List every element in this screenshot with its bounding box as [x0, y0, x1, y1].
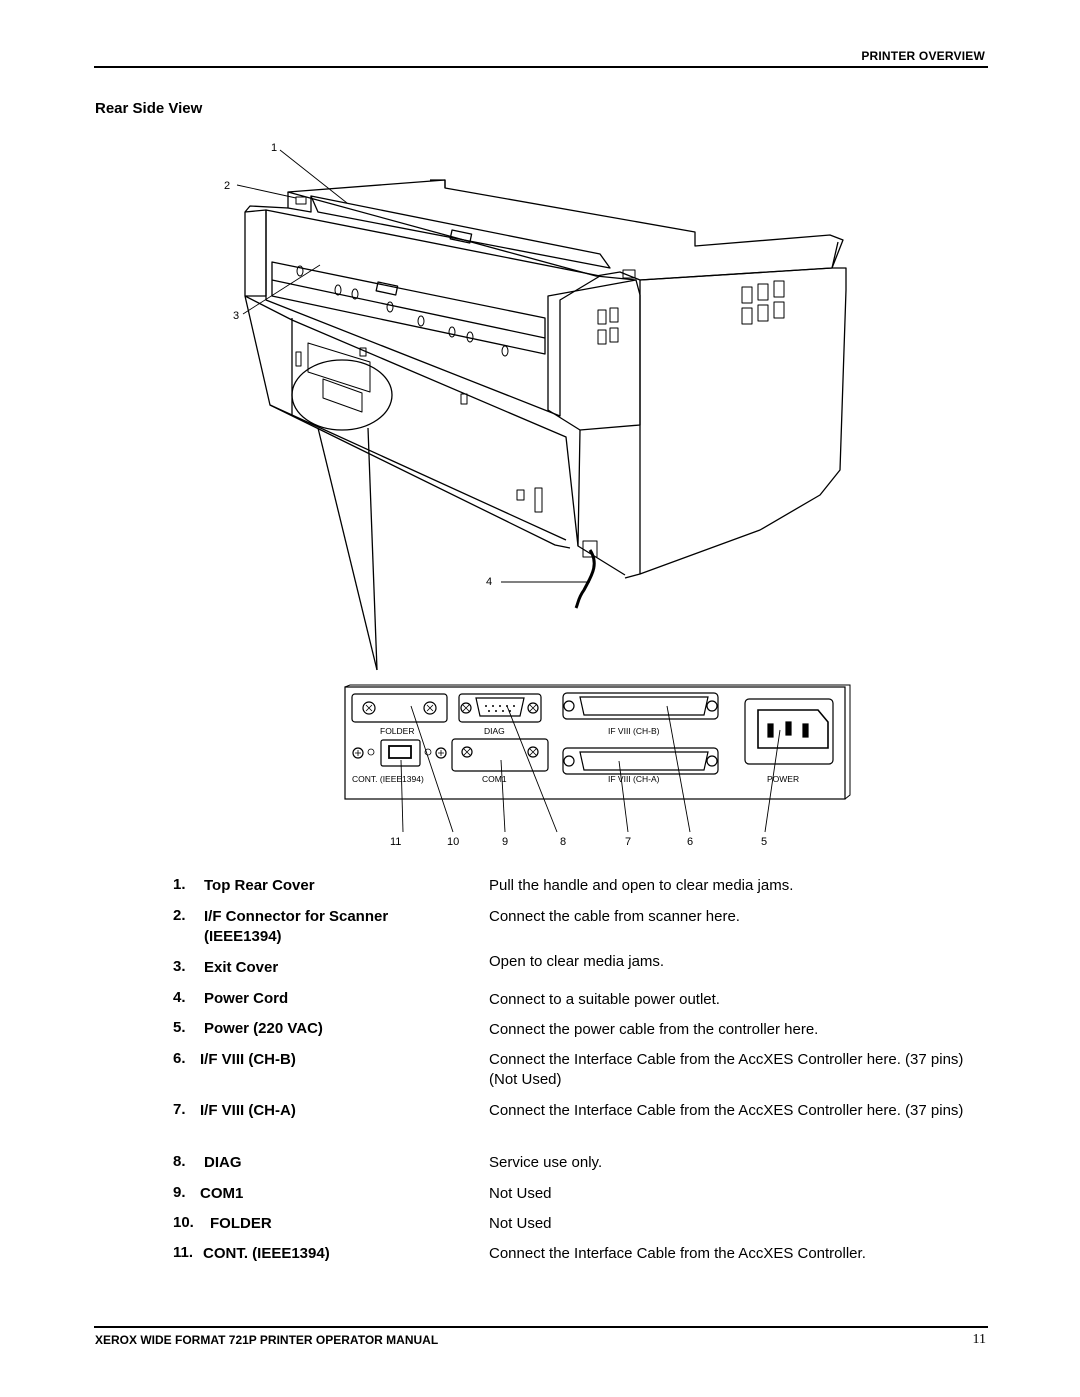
item-term: I/F VIII (CH-B) [200, 1051, 296, 1068]
item-number: 6. [173, 1050, 186, 1067]
item-term: CONT. (IEEE1394) [203, 1245, 330, 1262]
page-number: 11 [972, 1332, 986, 1347]
printer-top [288, 180, 843, 280]
item-term: I/F Connector for Scanner (IEEE1394) [204, 908, 389, 945]
item-description: Not Used [489, 1185, 552, 1202]
item-term: COM1 [200, 1185, 244, 1202]
panel-label-if-viii-cha: IF VIII (CH-A) [608, 774, 660, 784]
panel-label-if-viii-chb: IF VIII (CH-B) [608, 726, 660, 736]
panel-label-folder: FOLDER [380, 726, 415, 736]
item-term: Top Rear Cover [204, 877, 315, 894]
right-end-housing [548, 280, 640, 430]
panel-label-power: POWER [767, 774, 800, 784]
detail-callout-ellipse [292, 360, 392, 430]
item-description: Connect the Interface Cable from the AccXES Controller here. (37 pins) [489, 1102, 964, 1119]
item-number: 9. [173, 1184, 186, 1201]
item-number: 3. [173, 958, 186, 975]
item-number: 11. [173, 1244, 194, 1261]
item-term: Exit Cover [204, 959, 279, 976]
item-term: FOLDER [210, 1215, 272, 1232]
cont-ieee1394-port [381, 740, 420, 766]
callout-5: 5 [761, 836, 768, 848]
item-description: Service use only. [489, 1154, 603, 1171]
item-description: Connect the Interface Cable from the AccXES Controller. [489, 1245, 866, 1262]
item-description: Open to clear media jams. [489, 953, 665, 970]
callout-10: 10 [447, 836, 460, 848]
item-term: Power (220 VAC) [204, 1020, 323, 1037]
item-number: 8. [173, 1153, 186, 1170]
item-description: Connect the cable from scanner here. [489, 908, 740, 925]
item-number: 2. [173, 907, 186, 924]
item-description: Connect the power cable from the controller here. [489, 1021, 819, 1038]
footer-title: XEROX WIDE FORMAT 721P PRINTER OPERATOR MANUAL [95, 1333, 439, 1347]
item-number: 5. [173, 1019, 186, 1036]
folder-port [352, 694, 447, 722]
item-number: 4. [173, 989, 186, 1006]
callout-6: 6 [687, 836, 694, 848]
callout-9: 9 [502, 836, 509, 848]
item-description: Connect to a suitable power outlet. [489, 991, 720, 1008]
running-header: PRINTER OVERVIEW [861, 49, 985, 63]
callout-7: 7 [625, 836, 632, 848]
item-description: Pull the handle and open to clear media jams. [489, 877, 794, 894]
callout-8: 8 [560, 836, 567, 848]
callout-3: 3 [233, 310, 240, 322]
panel-label-cont: CONT. (IEEE1394) [352, 774, 424, 784]
panel-label-diag: DIAG [484, 726, 505, 736]
callout-2: 2 [224, 180, 231, 192]
vent-grilles [598, 281, 784, 344]
item-number: 7. [173, 1101, 186, 1118]
item-term: I/F VIII (CH-A) [200, 1102, 296, 1119]
callout-11: 11 [390, 836, 402, 848]
section-title: Rear Side View [95, 100, 203, 117]
power-cord [576, 550, 594, 608]
exit-cover [272, 262, 545, 354]
footer-rule [94, 1326, 988, 1328]
item-number: 1. [173, 876, 186, 893]
com1-port [452, 739, 548, 771]
item-term: DIAG [204, 1154, 242, 1171]
item-term: Power Cord [204, 990, 289, 1007]
item-number: 10. [173, 1214, 194, 1231]
panel-label-com1: COM1 [482, 774, 507, 784]
callout-1: 1 [271, 142, 278, 154]
item-description: Not Used [489, 1215, 552, 1232]
connector-panel [345, 685, 850, 832]
item-description: Connect the Interface Cable from the AccXES Controller here. (37 pins) (Not Used) [489, 1051, 964, 1088]
callout-4: 4 [486, 576, 493, 588]
